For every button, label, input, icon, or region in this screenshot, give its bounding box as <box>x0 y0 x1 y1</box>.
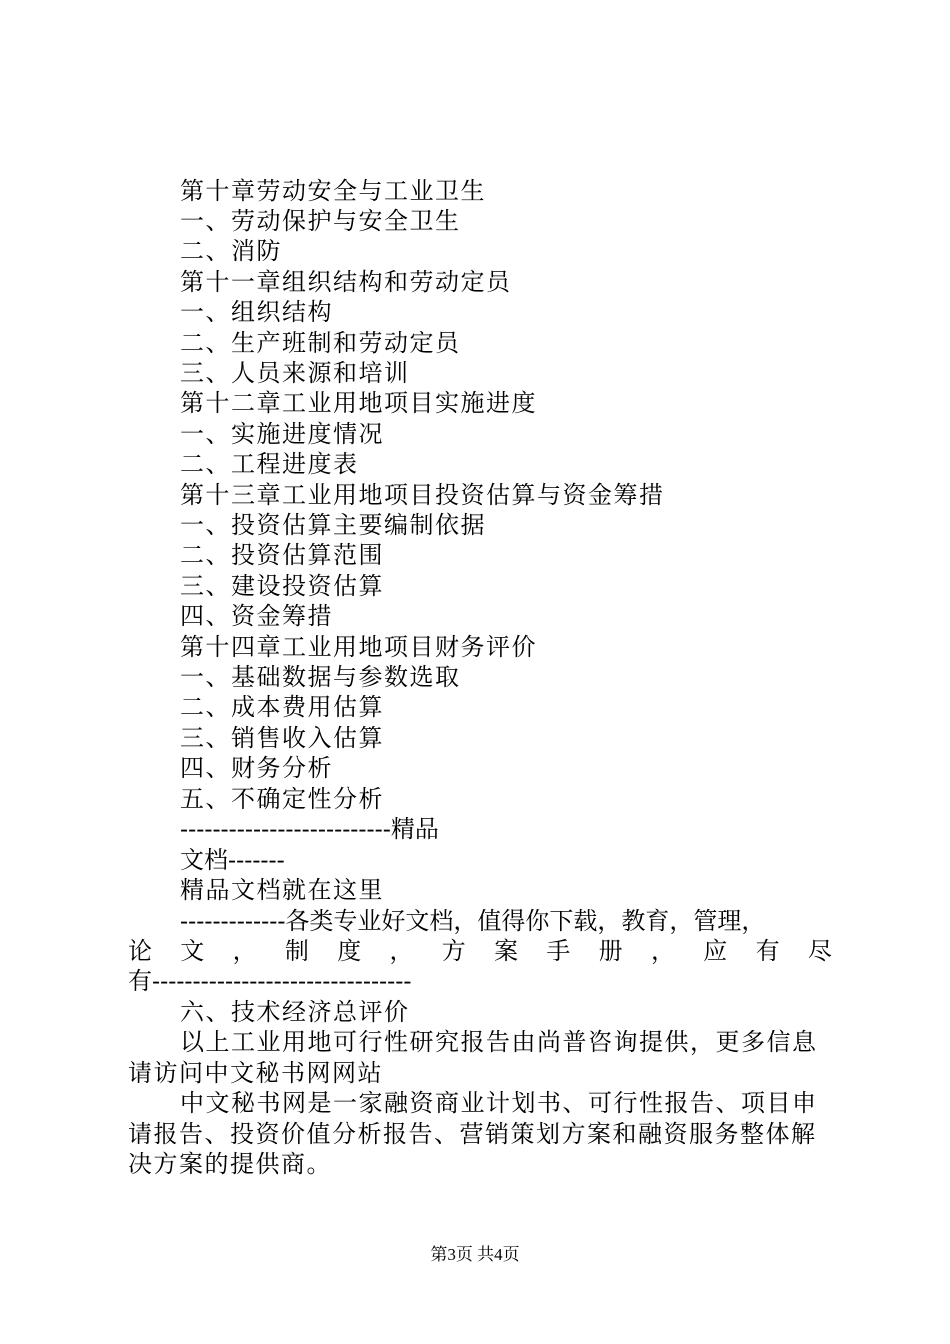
section-item: 二、成本费用估算 <box>180 693 384 721</box>
section-item: 三、销售收入估算 <box>180 724 384 752</box>
watermark-line: --------------------------精品 <box>180 815 439 843</box>
watermark-line: 文档------- <box>180 846 285 874</box>
section-item: 三、人员来源和培训 <box>180 359 410 387</box>
section-heading: 六、技术经济总评价 <box>180 998 410 1026</box>
paragraph-line: 请访问中文秘书网网站 <box>128 1059 383 1087</box>
section-item: 二、消防 <box>180 237 282 265</box>
section-item: 二、工程进度表 <box>180 450 359 478</box>
chapter-heading: 第十三章工业用地项目投资估算与资金筹措 <box>180 481 665 509</box>
watermark-line: -------------各类专业好文档，值得你下载，教育，管理， <box>180 907 766 935</box>
spread-char: 应 <box>703 937 728 965</box>
section-item: 四、资金筹措 <box>180 602 333 630</box>
spread-char: 尽 <box>807 937 832 965</box>
spread-char: 册 <box>598 937 623 965</box>
chapter-heading: 第十一章组织结构和劳动定员 <box>180 268 512 296</box>
section-item: 一、基础数据与参数选取 <box>180 663 461 691</box>
chapter-heading: 第十章劳动安全与工业卫生 <box>180 177 486 205</box>
section-item: 二、投资估算范围 <box>180 541 384 569</box>
section-item: 一、投资估算主要编制依据 <box>180 511 486 539</box>
watermark-line: 有-------------------------------- <box>128 967 412 995</box>
page-number-footer: 第3页 共4页 <box>430 1245 520 1264</box>
section-item: 二、生产班制和劳动定员 <box>180 329 461 357</box>
spread-char: 方 <box>441 937 466 965</box>
spread-char: 度 <box>337 937 362 965</box>
watermark-line: 精品文档就在这里 <box>180 876 384 904</box>
spread-char: 文 <box>180 937 205 965</box>
spread-char: 制 <box>284 937 309 965</box>
spread-char: ， <box>232 937 257 965</box>
paragraph-line: 请报告、投资价值分析报告、营销策划方案和融资服务整体解 <box>128 1120 817 1148</box>
spread-char: 有 <box>755 937 780 965</box>
spread-char: ， <box>650 937 675 965</box>
section-item: 一、组织结构 <box>180 298 333 326</box>
spread-char: ， <box>389 937 414 965</box>
spread-char: 论 <box>128 937 152 965</box>
section-item: 一、实施进度情况 <box>180 420 384 448</box>
paragraph-line: 中文秘书网是一家融资商业计划书、可行性报告、项目申 <box>180 1089 818 1117</box>
spread-char: 手 <box>546 937 571 965</box>
chapter-heading: 第十四章工业用地项目财务评价 <box>180 633 537 661</box>
paragraph-line: 决方案的提供商。 <box>128 1150 332 1178</box>
section-item: 三、建设投资估算 <box>180 572 384 600</box>
paragraph-line: 以上工业用地可行性研究报告由尚普咨询提供，更多信息 <box>180 1028 818 1056</box>
spread-text-line <box>128 936 832 966</box>
section-item: 四、财务分析 <box>180 754 333 782</box>
chapter-heading: 第十二章工业用地项目实施进度 <box>180 389 537 417</box>
section-item: 五、不确定性分析 <box>180 785 384 813</box>
spread-char: 案 <box>494 937 519 965</box>
section-item: 一、劳动保护与安全卫生 <box>180 207 461 235</box>
